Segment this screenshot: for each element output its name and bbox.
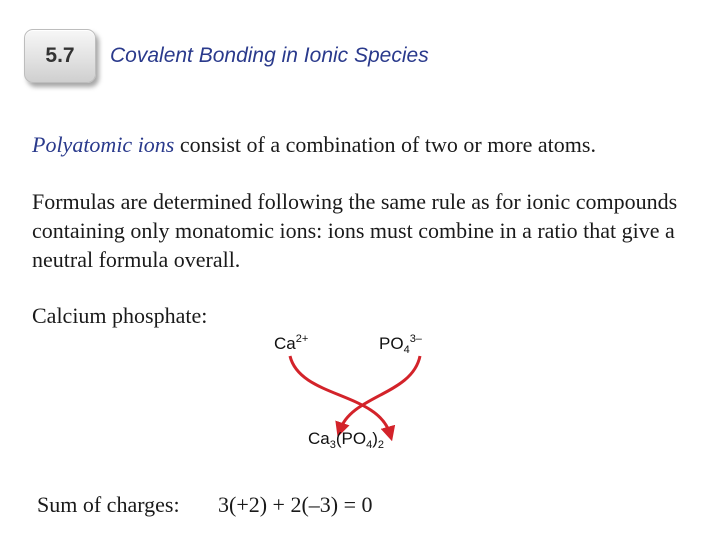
arrow-calcium-to-subscript: [290, 356, 390, 434]
sum-of-charges-label: Sum of charges:: [37, 492, 180, 517]
sum-of-charges-expression: 3(+2) + 2(–3) = 0: [218, 492, 373, 517]
paragraph-formulas: Formulas are determined following the same rule as for ionic compounds containing only monatomic ions: ions must combine in a ratio that give a neutral formula overall.: [32, 189, 678, 272]
phosphate-subscript: 4: [403, 344, 410, 356]
product-phosphate-open: (PO: [335, 429, 367, 448]
product-phosphate-subscript: 2: [377, 439, 385, 451]
product-calcium-subscript: 3: [329, 439, 336, 451]
calcium-symbol: Ca: [274, 334, 296, 353]
phosphate-charge: 3–: [409, 333, 422, 345]
product-calcium: Ca: [308, 429, 330, 448]
term-polyatomic-ions: Polyatomic ions: [32, 132, 175, 157]
phosphate-symbol: PO: [379, 334, 404, 353]
section-number: 5.7: [45, 44, 75, 67]
calcium-phosphate-formula: [308, 429, 384, 451]
calcium-charge: 2+: [295, 333, 309, 345]
product-phosphate-close: ): [372, 429, 378, 448]
product-phosphate-inner-subscript: 4: [366, 439, 373, 451]
calcium-phosphate-label: Calcium phosphate:: [32, 303, 208, 328]
slide-title: Covalent Bonding in Ionic Species: [110, 44, 429, 67]
paragraph-polyatomic-rest: consist of a combination of two or more atoms.: [174, 132, 596, 157]
